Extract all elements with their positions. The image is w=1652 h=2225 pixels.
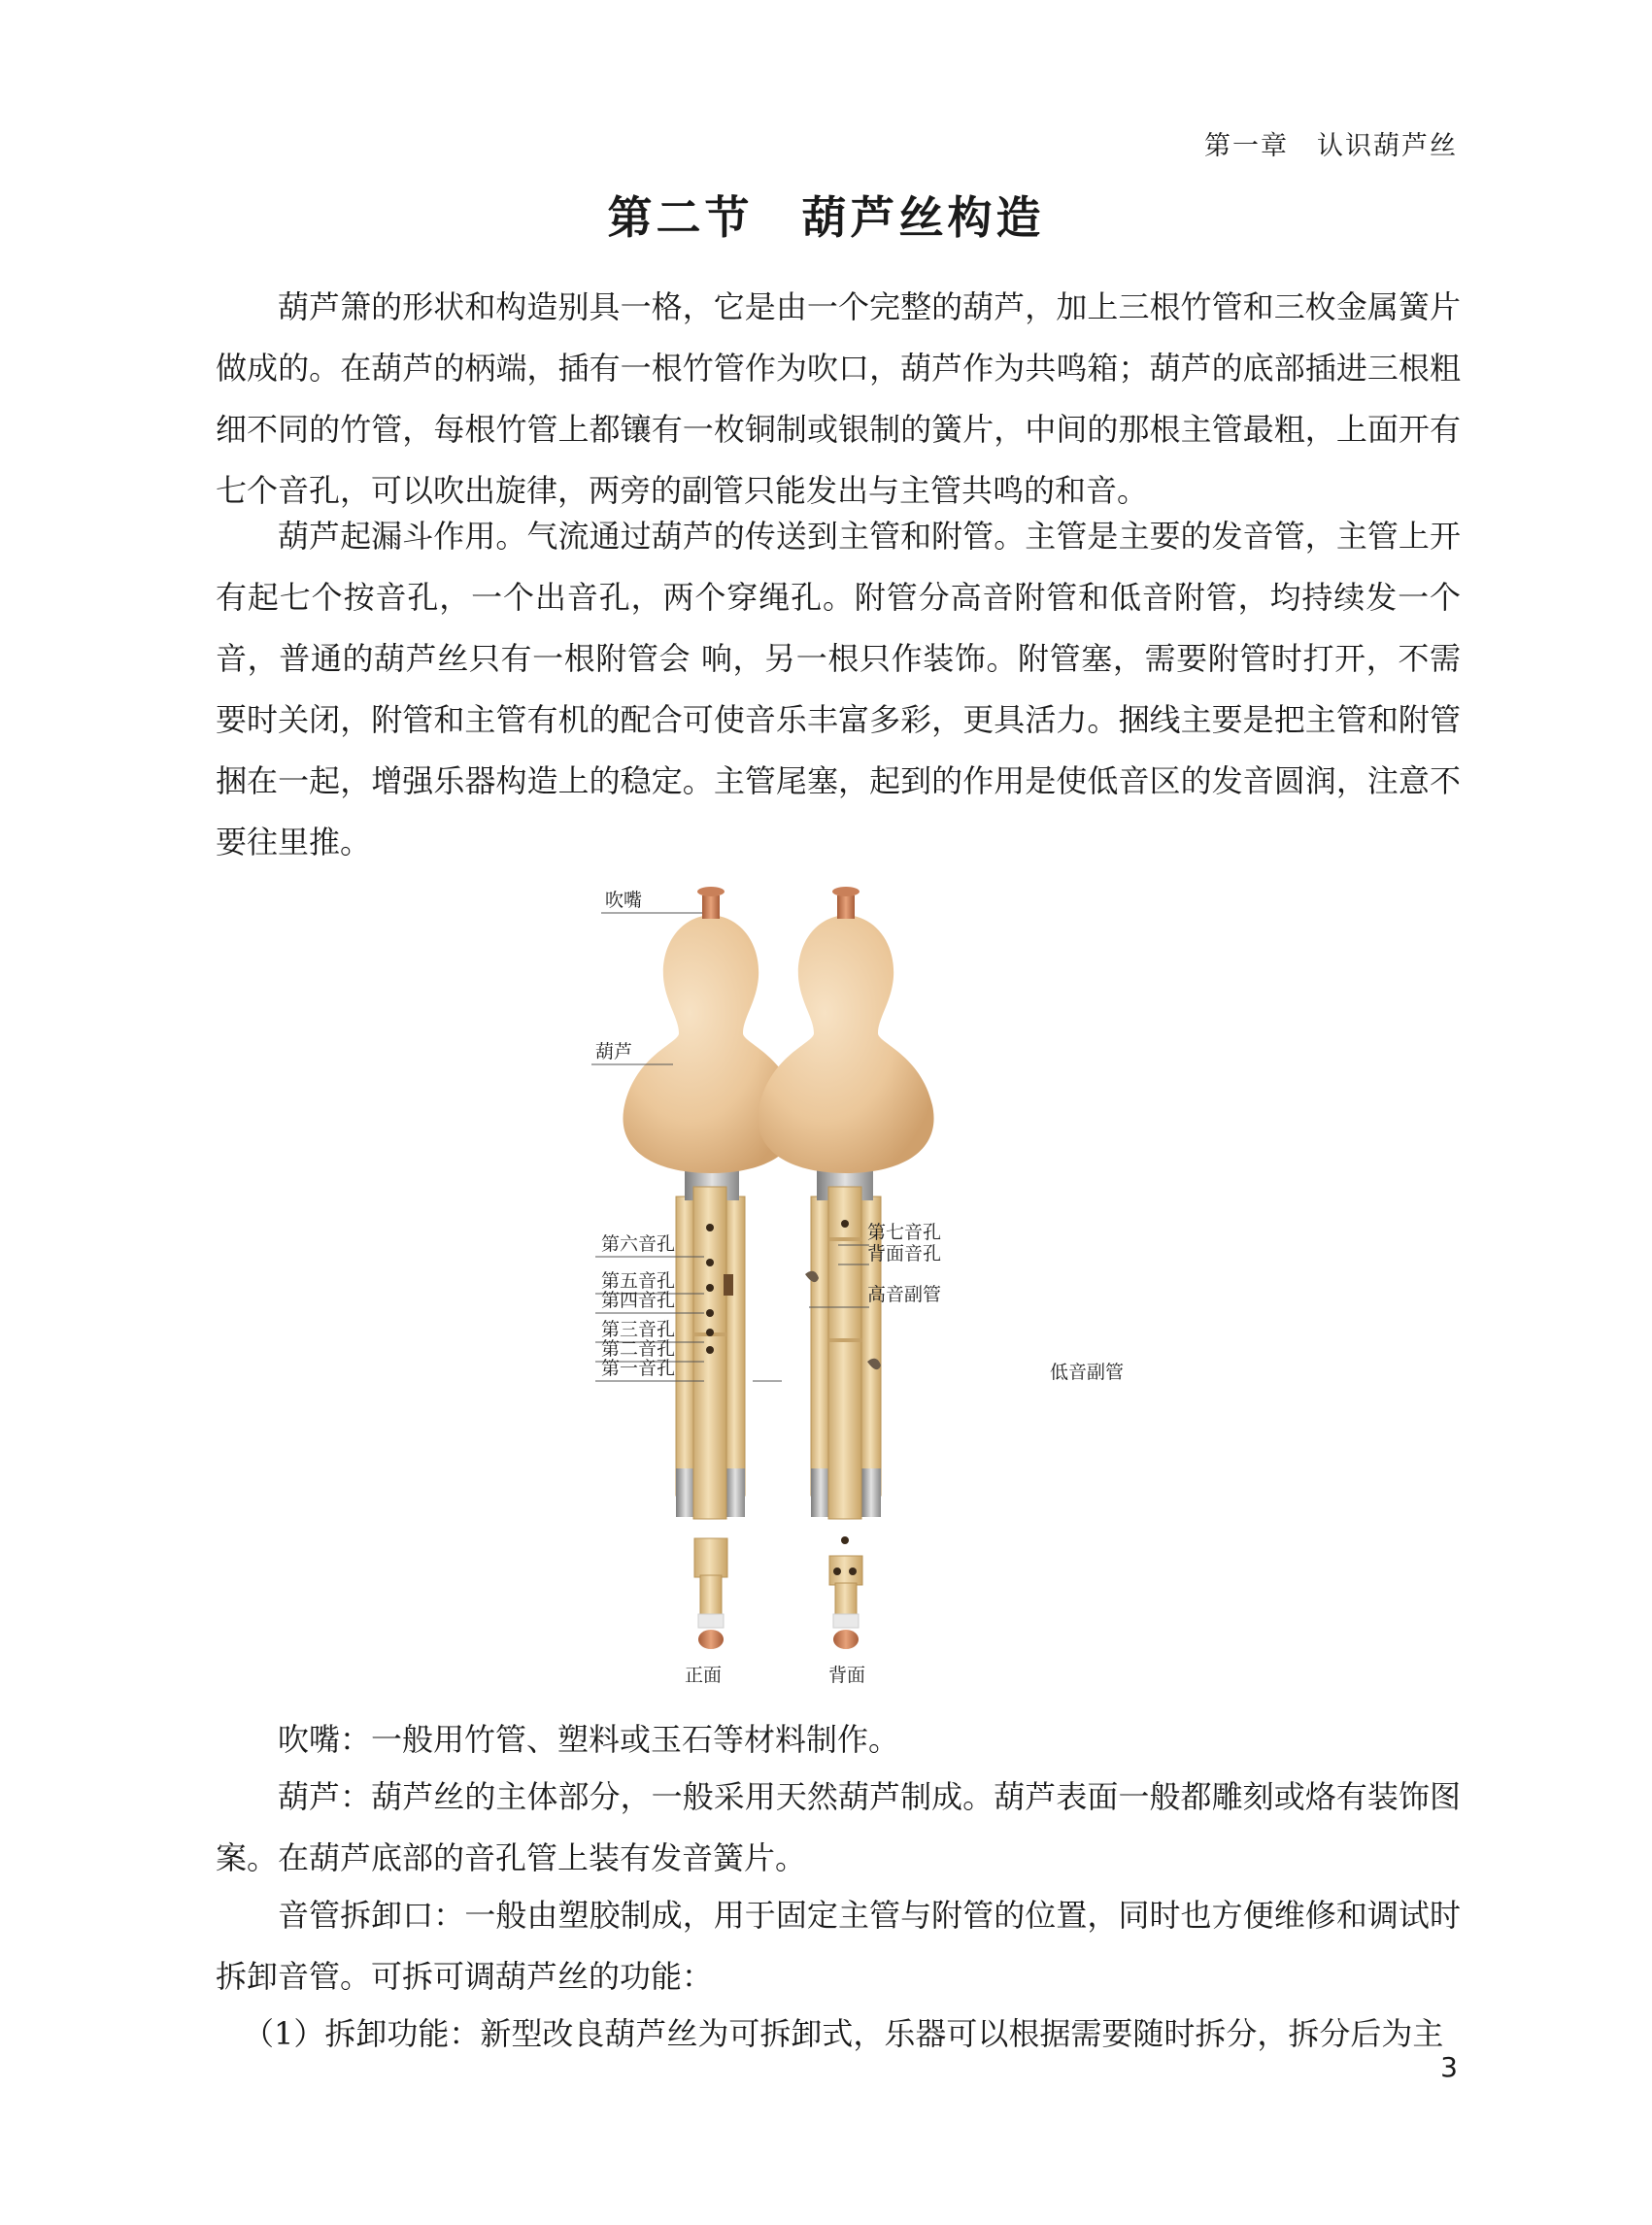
label-low-drone: 低音副管	[1050, 1362, 1125, 1383]
label-hole-6: 第六音孔	[601, 1233, 676, 1255]
running-header: 第一章 认识葫芦丝	[1204, 131, 1458, 161]
section-title: 第二节 葫芦丝构造	[607, 191, 1045, 244]
label-hole-1: 第一音孔	[601, 1358, 676, 1379]
label-hole-4: 第四音孔	[601, 1290, 676, 1311]
page-number: 3	[1440, 2051, 1458, 2083]
paragraph-detach: （1）拆卸功能：新型改良葫芦丝为可拆卸式，乐器可以根据需要随时拆分，拆分后为主	[243, 2015, 1444, 2052]
paragraph-structure: 葫芦起漏斗作用。气流通过葫芦的传送到主管和附管。主管是主要的发音管，主管上开有起七个按音孔，一个出音孔，两个穿绳孔。附管分高音附管和低音附管，均持续发一个音，普通的葫芦丝只有一根附管会 响，另一根只作装饰。附管塞，需要附管时打开，不需要时关闭，附管和主管有机的配合可使音乐丰富多彩，更具活力。捆线主要是把主管和附管捆在一起，增强乐器构造上的稳定。主管尾塞，起到的作用是使低音区的发音圆润，注意不要往里推。	[216, 518, 1461, 860]
label-mouthpiece: 吹嘴	[605, 890, 643, 911]
label-hole-5: 第五音孔	[601, 1270, 676, 1292]
label-hole-7: 第七音孔	[867, 1222, 942, 1243]
label-back-hole: 背面音孔	[867, 1243, 942, 1264]
label-hole-3: 第三音孔	[601, 1319, 676, 1340]
paragraph-mouthpiece: 吹嘴：一般用竹管、塑料或玉石等材料制作。	[278, 1721, 900, 1758]
caption-front: 正面	[685, 1665, 723, 1686]
paragraph-joint: 音管拆卸口：一般由塑胶制成，用于固定主管与附管的位置，同时也方便维修和调试时拆卸音管。可拆可调葫芦丝的功能：	[216, 1897, 1461, 1995]
label-high-drone: 高音副管	[867, 1284, 942, 1305]
label-gourd: 葫芦	[595, 1041, 633, 1062]
hulusi-figure	[518, 876, 1163, 1694]
paragraph-intro: 葫芦箫的形状和构造别具一格，它是由一个完整的葫芦，加上三根竹管和三枚金属簧片做成的。在葫芦的柄端，插有一根竹管作为吹口，葫芦作为共鸣箱；葫芦的底部插进三根粗细不同的竹管，每根竹管上都镶有一枚铜制或银制的簧片，中间的那根主管最粗，上面开有七个音孔，可以吹出旋律，两旁的副管只能发出与主管共鸣的和音。	[216, 288, 1461, 509]
paragraph-gourd: 葫芦：葫芦丝的主体部分，一般采用天然葫芦制成。葫芦表面一般都雕刻或烙有装饰图案。在葫芦底部的音孔管上装有发音簧片。	[216, 1778, 1461, 1876]
caption-back: 背面	[828, 1665, 866, 1686]
label-hole-2: 第二音孔	[601, 1338, 676, 1360]
back-instrument	[758, 887, 933, 1649]
